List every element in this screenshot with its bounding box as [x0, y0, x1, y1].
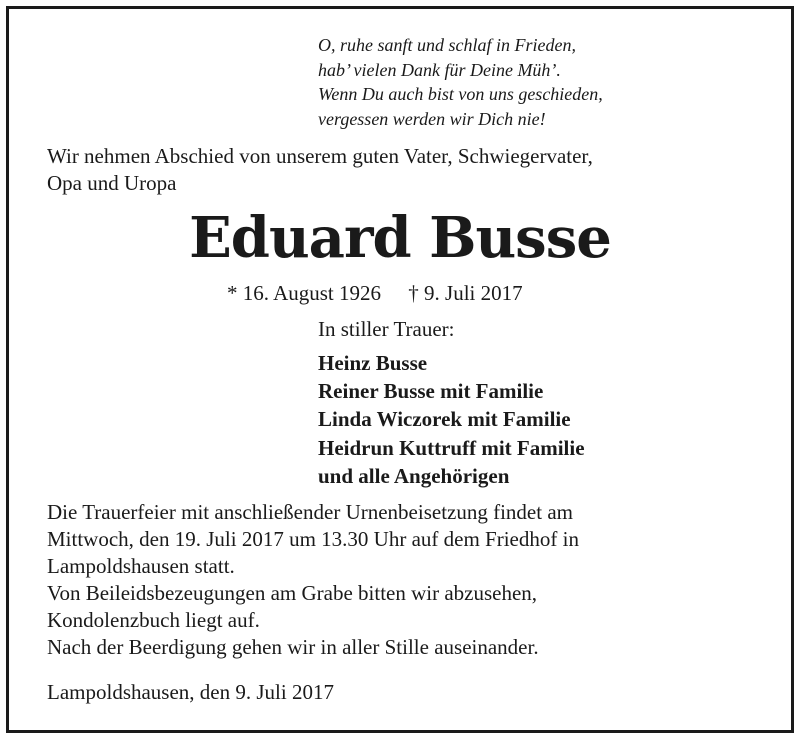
life-dates: [227, 279, 523, 307]
details-line: Lampoldshausen statt.: [47, 554, 235, 578]
poem-line: vergessen werden wir Dich nie!: [318, 108, 546, 129]
details-line: Mittwoch, den 19. Juli 2017 um 13.30 Uhr auf dem Friedhof in: [47, 527, 579, 551]
obituary-frame: [6, 6, 794, 733]
birth-date: * 16. August 1926: [227, 281, 382, 305]
poem: [318, 33, 603, 131]
mourning-label: In stiller Trauer:: [318, 317, 455, 341]
deceased-name: Eduard Busse: [189, 205, 611, 271]
intro-text: [47, 143, 593, 197]
poem-line: O, ruhe sanft und schlaf in Frieden,: [318, 35, 576, 55]
intro-line: Opa und Uropa: [47, 171, 177, 195]
mourner-name: Reiner Busse mit Familie: [318, 379, 544, 404]
mourners-list: [318, 349, 585, 490]
poem-line: Wenn Du auch bist von uns geschieden,: [318, 84, 603, 104]
place-date-signoff: Lampoldshausen, den 9. Juli 2017: [47, 680, 334, 704]
death-date: † 9. Juli 2017: [408, 281, 523, 305]
poem-line: hab’ vielen Dank für Deine Müh’.: [318, 59, 561, 80]
details-line: Von Beileidsbezeugungen am Grabe bitten wir abzusehen,: [47, 581, 538, 605]
mourner-name: Heidrun Kuttruff mit Familie: [318, 435, 585, 460]
mourner-name: Linda Wiczorek mit Familie: [318, 407, 571, 432]
details-line: Die Trauerfeier mit anschließender Urnenbeisetzung findet am: [47, 500, 573, 524]
mourner-name: und alle Angehörigen: [318, 463, 510, 488]
details-line: Kondolenzbuch liegt auf.: [47, 608, 260, 632]
funeral-details: [47, 499, 579, 661]
mourner-name: Heinz Busse: [318, 351, 428, 375]
details-line: Nach der Beerdigung gehen wir in aller Stille auseinander.: [47, 635, 539, 659]
intro-line: Wir nehmen Abschied von unserem guten Vater, Schwiegervater,: [47, 144, 593, 168]
